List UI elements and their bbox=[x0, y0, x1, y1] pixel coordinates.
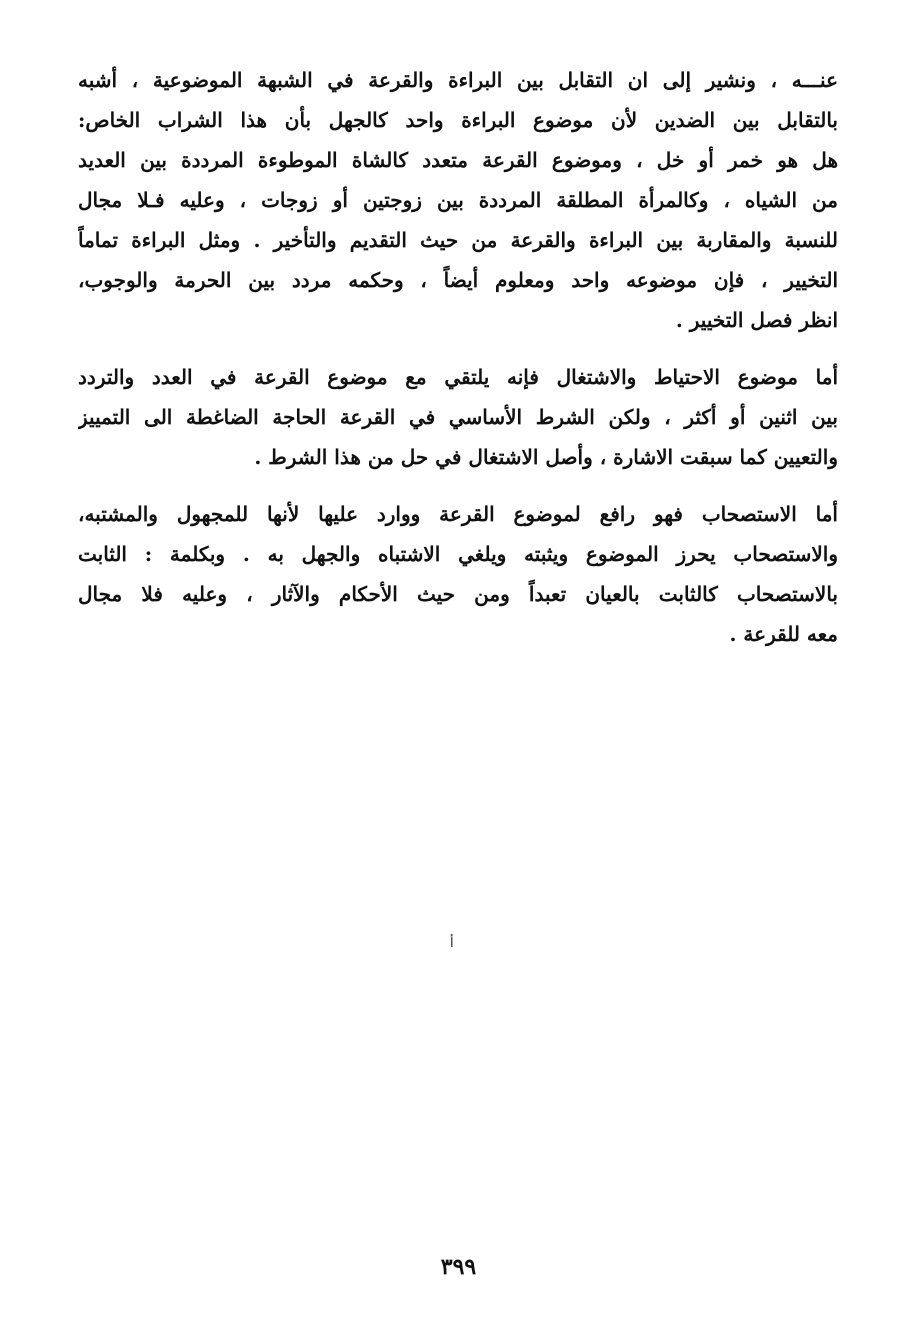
text-line: بالتقابل بين الضدين لأن موضوع البراءة واحد كالجهل بأن هذا الشراب الخاص: bbox=[78, 108, 838, 132]
paragraph-3 bbox=[78, 494, 838, 654]
page-number: ٣٩٩ bbox=[440, 1254, 477, 1280]
text-line: بالاستصحاب كالثابت بالعيان تعبداً ومن حيث الأحكام والآثار ، وعليه فلا مجال bbox=[78, 582, 838, 606]
text-line: من الشياه ، وكالمرأة المطلقة المرددة بين زوجتين أو زوجات ، وعليه فـلا مجال bbox=[78, 188, 838, 212]
stray-mark: أ bbox=[450, 936, 454, 951]
text-line: انظر فصل التخيير . bbox=[675, 308, 838, 332]
text-line: أما موضوع الاحتياط والاشتغال فإنه يلتقي مع موضوع القرعة في العدد والتردد bbox=[78, 365, 838, 389]
text-line: هل هو خمر أو خل ، وموضوع القرعة متعدد كالشاة الموطوءة المرددة بين العديد bbox=[78, 148, 838, 172]
text-line: والاستصحاب يحرز الموضوع ويثبته ويلغي الاشتباه والجهل به . وبكلمة : الثابت bbox=[78, 542, 838, 566]
text-line: التخيير ، فإن موضوعه واحد ومعلوم أيضاً ، وحكمه مردد بين الحرمة والوجوب، bbox=[78, 268, 838, 292]
text-line: معه للقرعة . bbox=[729, 622, 838, 646]
text-line: بين اثنين أو أكثر ، ولكن الشرط الأساسي في القرعة الحاجة الضاغطة الى التمييز bbox=[78, 405, 838, 429]
paragraph-2 bbox=[78, 357, 838, 477]
text-line: للنسبة والمقاربة بين البراءة والقرعة من حيث التقديم والتأخير . ومثل البراءة تماماً bbox=[78, 228, 838, 252]
text-line: عنـــه ، ونشير إلى ان التقابل بين البراءة والقرعة في الشبهة الموضوعية ، أشبه bbox=[78, 68, 838, 92]
paragraph-1 bbox=[78, 60, 838, 340]
text-line: أما الاستصحاب فهو رافع لموضوع القرعة ووارد عليها لأنها للمجهول والمشتبه، bbox=[78, 502, 838, 526]
text-line: والتعيين كما سبقت الاشارة ، وأصل الاشتغال في حل من هذا الشرط . bbox=[254, 445, 838, 469]
